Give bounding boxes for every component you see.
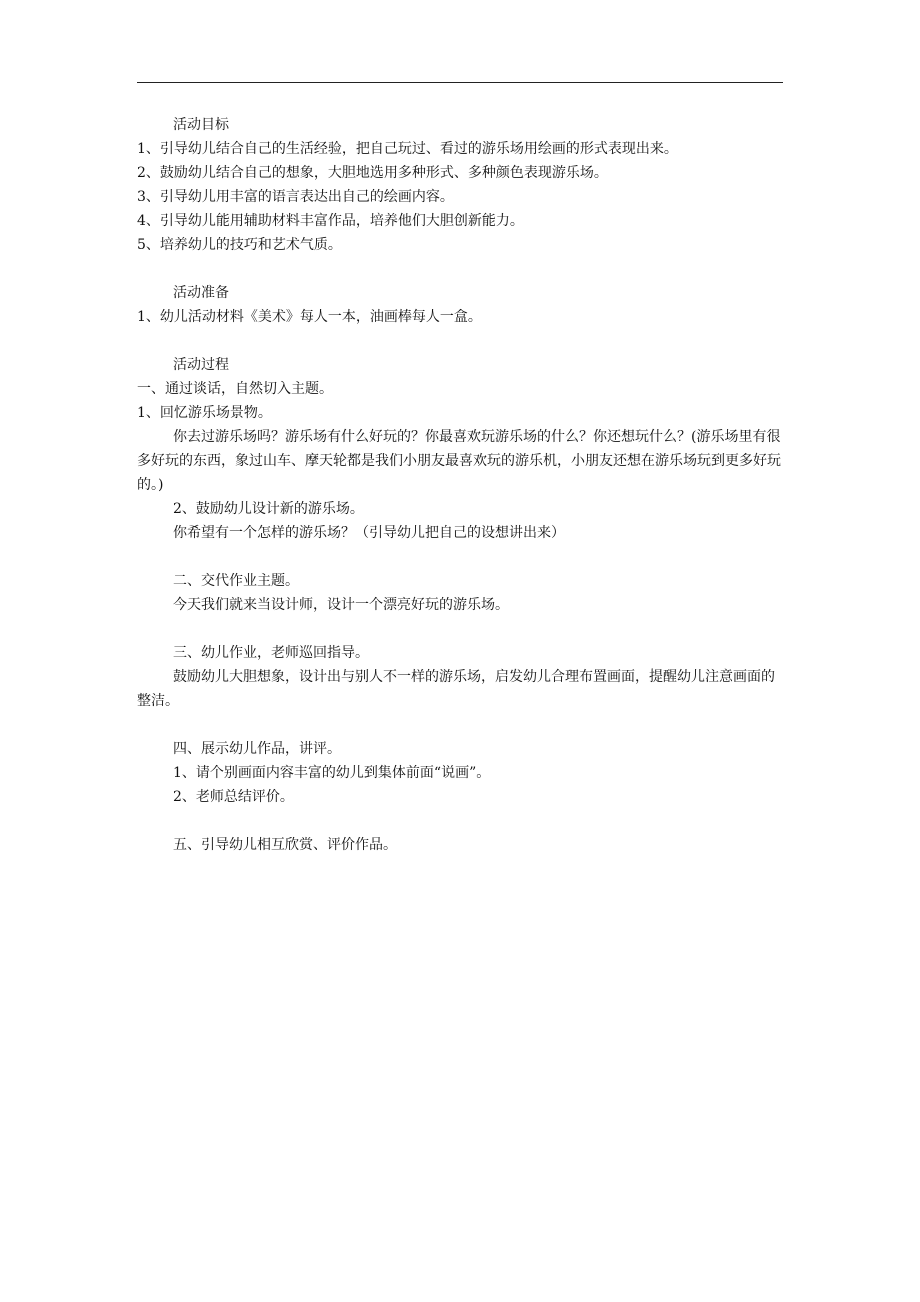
step4-item-1: 1、请个别画面内容丰富的幼儿到集体前面“说画”。 — [173, 765, 491, 781]
process-heading: 活动过程 — [173, 357, 229, 373]
step2-para: 今天我们就来当设计师，设计一个漂亮好玩的游乐场。 — [173, 597, 509, 613]
step4-item-2: 2、老师总结评价。 — [173, 789, 294, 805]
step2-title: 二、交代作业主题。 — [173, 573, 299, 589]
spacer — [137, 329, 797, 353]
step1-sub2: 2、鼓励幼儿设计新的游乐场。 — [173, 501, 364, 517]
step5-title: 五、引导幼儿相互欣赏、评价作品。 — [173, 837, 397, 853]
goals-heading: 活动目标 — [173, 117, 229, 133]
goal-item-4: 4、引导幼儿能用辅助材料丰富作品，培养他们大胆创新能力。 — [137, 213, 524, 229]
goal-item-3: 3、引导幼儿用丰富的语言表达出自己的绘画内容。 — [137, 189, 454, 205]
header-rule — [137, 82, 783, 83]
document-body — [137, 113, 797, 857]
goal-item-5: 5、培养幼儿的技巧和艺术气质。 — [137, 237, 342, 253]
step1-para2: 你希望有一个怎样的游乐场？（引导幼儿把自己的设想讲出来） — [173, 525, 565, 541]
step1-para1: 你去过游乐场吗？游乐场有什么好玩的？你最喜欢玩游乐场的什么？你还想玩什么？(游乐场里有很多好玩的东西，象过山车、摩天轮都是我们小朋友最喜欢玩的游乐机，小朋友还想在游乐场玩到更多好玩的。) — [137, 429, 781, 493]
prep-item-1: 1、幼儿活动材料《美术》每人一本，油画棒每人一盒。 — [137, 309, 482, 325]
step1-title: 一、通过谈话，自然切入主题。 — [137, 381, 333, 397]
spacer — [137, 617, 797, 641]
spacer — [137, 713, 797, 737]
goal-item-2: 2、鼓励幼儿结合自己的想象，大胆地选用多种形式、多种颜色表现游乐场。 — [137, 165, 608, 181]
step4-title: 四、展示幼儿作品，讲评。 — [173, 741, 341, 757]
step3-para: 鼓励幼儿大胆想象，设计出与别人不一样的游乐场，启发幼儿合理布置画面，提醒幼儿注意画面的整洁。 — [137, 669, 775, 709]
spacer — [137, 257, 797, 281]
spacer — [137, 809, 797, 833]
goal-item-1: 1、引导幼儿结合自己的生活经验，把自己玩过、看过的游乐场用绘画的形式表现出来。 — [137, 141, 678, 157]
prep-heading: 活动准备 — [173, 285, 229, 301]
step1-sub1: 1、回忆游乐场景物。 — [137, 405, 272, 421]
step3-title: 三、幼儿作业，老师巡回指导。 — [173, 645, 369, 661]
spacer — [137, 545, 797, 569]
